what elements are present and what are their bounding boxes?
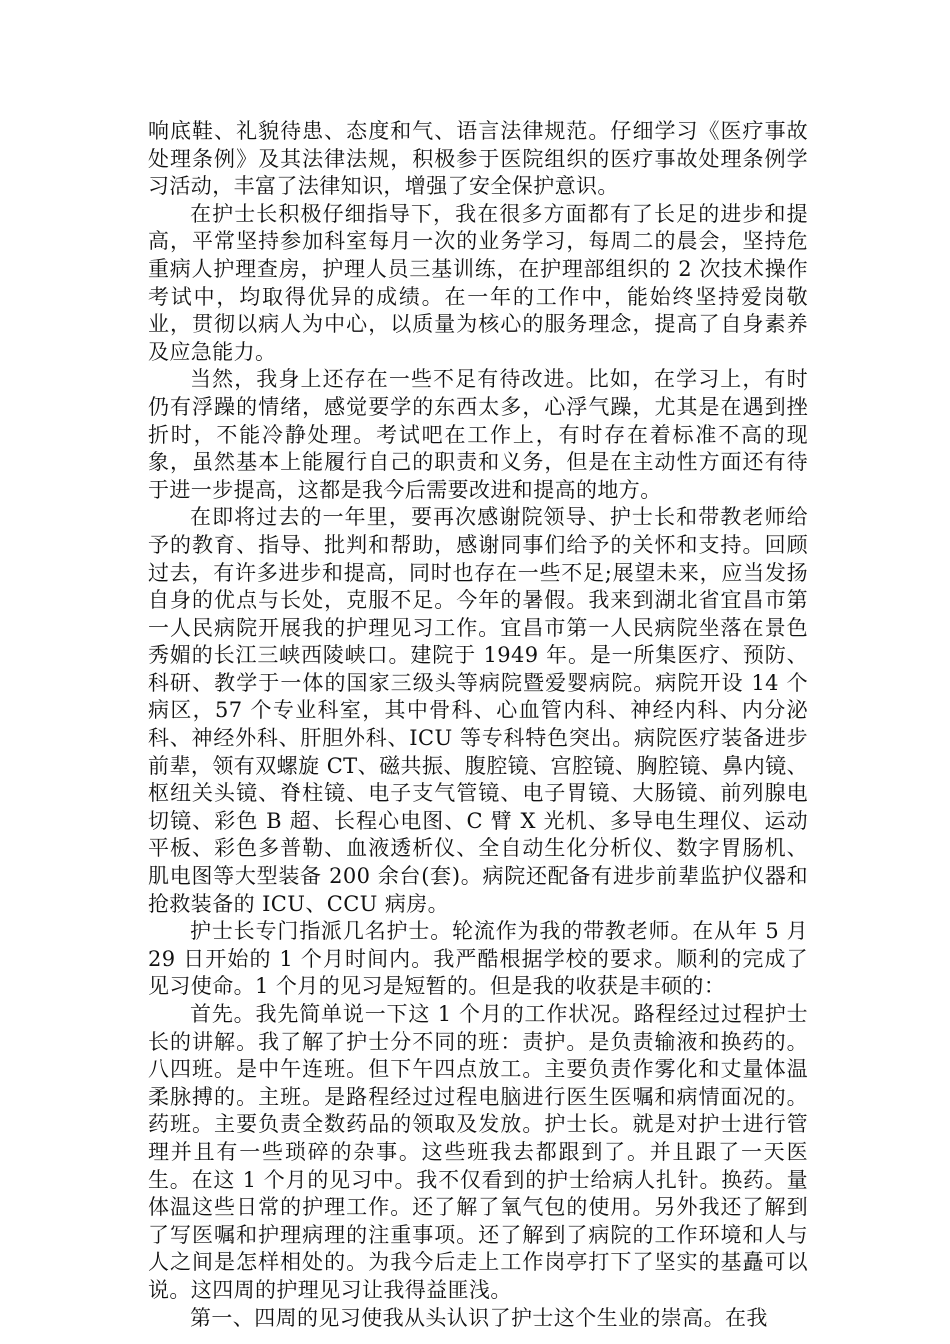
paragraph-4: 在即将过去的一年里，要再次感谢院领导、护士长和带教老师给予的教育、指导、批判和帮助，感谢同事们给予的关怀和支持。回顾过去，有许多进步和提高，同时也存在一些不足;展望未来，应当发扬自身的优点与长处，克服不足。今年的暑假。我来到湖北省宜昌市第一人民病院开展我的护理见习工作。宜昌市第一人民病院坐落在景色秀媚的长江三峡西陵峡口。建院于 1949 年。是一所集医疗、预防、科研、教学于一体的国家三级头等病院暨爱婴病院。病院开设 14 个病区，57 个专业科室，其中骨科、心血管内科、神经内科、内分泌科、神经外科、肝胆外科、ICU 等专科特色突出。病院医疗装备进步前辈，领有双螺旋 CT、磁共振、腹腔镜、宫腔镜、胸腔镜、鼻内镜、枢纽关头镜、脊柱镜、电子支气管镜、电子胃镜、大肠镜、前列腺电切镜、彩色 B 超、长程心电图、C 臂 X 光机、多导电生理仪、运动平板、彩色多普勒、血液透析仪、全自动生化分析仪、数字胃肠机、肌电图等大型装备 200 余台(套)。病院还配备有进步前辈监护仪器和抢救装备的 ICU、CCU 病房。 bbox=[148, 505, 808, 916]
paragraph-1: 响底鞋、礼貌待患、态度和气、语言法律规范。仔细学习《医疗事故处理条例》及其法律法规，积极参于医院组织的医疗事故处理条例学习活动，丰富了法律知识，增强了安全保护意识。 bbox=[148, 119, 808, 199]
document-body bbox=[148, 118, 808, 1332]
paragraph-5: 护士长专门指派几名护士。轮流作为我的带教老师。在从年 5 月 29 日开始的 1 个月时间内。我严酷根据学校的要求。顺利的完成了见习使命。1 个月的见习是短暂的。但是我的收获是丰硕的： bbox=[148, 919, 808, 999]
paragraph-3: 当然，我身上还存在一些不足有待改进。比如，在学习上，有时仍有浮躁的情绪，感觉要学的东西太多，心浮气躁，尤其是在遇到挫折时，不能冷静处理。考试吧在工作上，有时存在着标准不高的现象，虽然基本上能履行自己的职责和义务，但是在主动性方面还有待于进一步提高，这都是我今后需要改进和提高的地方。 bbox=[148, 367, 808, 502]
paragraph-6: 首先。我先简单说一下这 1 个月的工作状况。路程经过过程护士长的讲解。我了解了护士分不同的班：责护。是负责输液和换药的。八四班。是中午连班。但下午四点放工。主要负责作雾化和丈量体温柔脉搏的。主班。是路程经过过程电脑进行医生医嘱和病情面况的。药班。主要负责全数药品的领取及发放。护士长。就是对护士进行管理并且有一些琐碎的杂事。这些班我去都跟到了。并且跟了一天医生。在这 1 个月的见习中。我不仅看到的护士给病人扎针。换药。量体温这些日常的护理工作。还了解了氧气包的使用。另外我还了解到了写医嘱和护理病理的注重事项。还了解到了病院的工作环境和人与人之间是怎样相处的。为我今后走上工作岗亭打下了坚实的基矗可以说。这四周的护理见习让我得益匪浅。 bbox=[148, 1002, 808, 1302]
paragraph-7: 第一、四周的见习使我从头认识了护士这个生业的崇高。在我 bbox=[190, 1305, 768, 1330]
paragraph-2: 在护士长积极仔细指导下，我在很多方面都有了长足的进步和提高，平常坚持参加科室每月一次的业务学习，每周二的晨会，坚持危重病人护理查房，护理人员三基训练，在护理部组织的 2 次技术操作考试中，均取得优异的成绩。在一年的工作中，能始终坚持爱岗敬业，贯彻以病人为中心，以质量为核心的服务理念，提高了自身素养及应急能力。 bbox=[148, 201, 808, 364]
